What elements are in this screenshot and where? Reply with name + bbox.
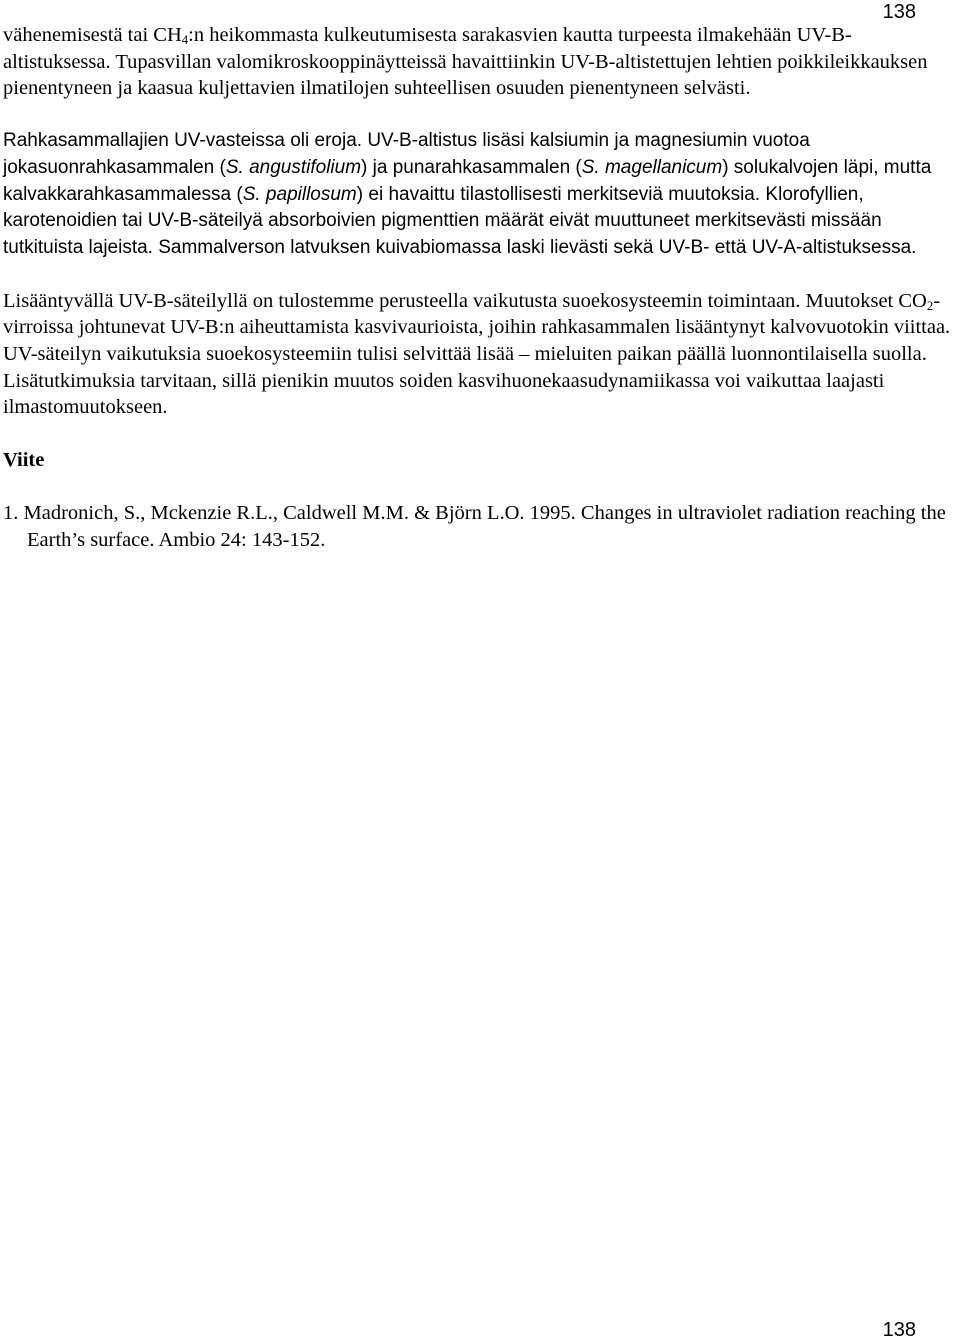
document-body — [3, 22, 958, 553]
paragraph-1-text-a: vähenemisestä tai CH — [3, 24, 182, 46]
paragraph-2-text-b: ) ja punarahkasammalen ( — [361, 156, 582, 178]
page-number-bottom: 138 — [882, 1319, 916, 1341]
paragraph-2-text-c: ) solukalvojen läpi, mutta kalvakkarahkasammalessa ( — [3, 156, 932, 205]
species-magellanicum: S. magellanicum — [581, 156, 723, 178]
paragraph-2 — [3, 128, 958, 262]
paragraph-3-text-b: -virroissa johtunevat UV-B:n aiheuttamista kasvivaurioista, joihin rahkasammalen lisääntynyt kalvovuotokin viittaa. UV-säteilyn vaikutuksia suoekosysteemiin tulisi selvittää lisää – mieluiten paikan päällä luonnontilaisella suolla. Lisätutkimuksia tarvitaan, sillä pienikin muutos soiden kasvihuonekaasudynamiikassa voi vaikuttaa laajasti ilmastomuutokseen. — [3, 289, 951, 419]
paragraph-2-text-d: ) ei havaittu tilastollisesti merkitseviä muutoksia. — [356, 183, 761, 205]
paragraph-1-text-b: :n heikommasta kulkeutumisesta sarakasvien kautta turpeesta ilmakehään UV-B-altistuksessa. Tupasvillan valomikroskooppinäytteissä havaittiinkin UV-B-altistettujen lehtien poikkileikkauksen pienentyneen ja kaasua kuljettavien ilmatilojen suhteellisen osuuden pienentyneen selvästi. — [3, 24, 928, 100]
subscript-2: 2 — [926, 298, 934, 313]
references-heading: Viite — [3, 449, 45, 472]
paragraph-3 — [3, 288, 958, 422]
paragraph-1 — [3, 22, 958, 102]
species-angustifolium: S. angustifolium — [225, 156, 362, 178]
species-papillosum: S. papillosum — [242, 183, 357, 205]
subscript-4: 4 — [181, 33, 189, 48]
reference-item: 1. Madronich, S., Mckenzie R.L., Caldwell M.M. & Björn L.O. 1995. Changes in ultraviolet radiation reaching the Earth’s surface. Ambio 24: 143-152. — [3, 501, 946, 551]
page-number-top: 138 — [882, 1, 916, 23]
paragraph-2-text-a: Rahkasammallajien UV-vasteissa oli eroja. UV-B-altistus lisäsi kalsiumin ja magnesiumin vuotoa jokasuonrahkasammalen ( — [3, 130, 810, 178]
paragraph-2-text-e: Klorofyllien, karotenoidien tai UV-B-säteilyä absorboivien pigmenttien määrät eivät muuttuneet merkitsevästi missään tutkituista lajeista. Sammalverson latvuksen kuivabiomassa laski lievästi sekä UV-B- että UV-A-altistuksessa. — [3, 183, 917, 258]
paragraph-3-text-a: Lisääntyvällä UV-B-säteilyllä on tulostemme perusteella vaikutusta suoekosysteemin toimintaan. Muutokset CO — [3, 289, 927, 312]
